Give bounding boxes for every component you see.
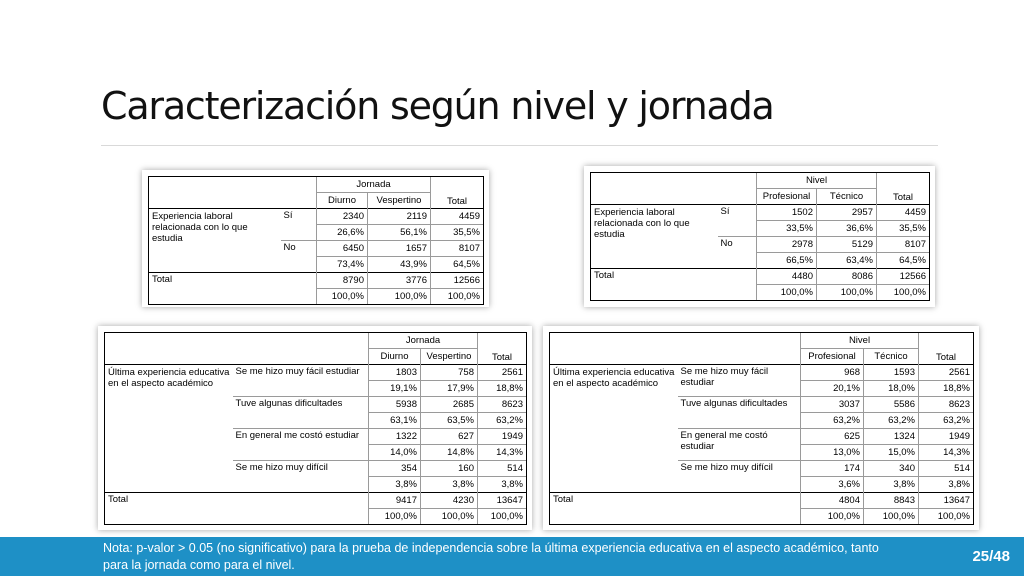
col-header: Profesional xyxy=(757,189,817,205)
cell: 14,3% xyxy=(919,445,974,461)
cell: 26,6% xyxy=(317,225,368,241)
row-variable-label: Última experiencia educativa en el aspecto académico xyxy=(550,365,678,493)
cell: 4459 xyxy=(431,209,484,225)
cell: 100,0% xyxy=(877,285,930,301)
table-academic-by-shift xyxy=(98,326,532,530)
cell: 100,0% xyxy=(421,509,478,525)
row-category: En general me costó estudiar xyxy=(678,429,801,461)
cell: 1324 xyxy=(864,429,919,445)
row-category: Tuve algunas dificultades xyxy=(233,397,369,429)
cell: 64,5% xyxy=(877,253,930,269)
cell: 100,0% xyxy=(864,509,919,525)
cell: 2340 xyxy=(317,209,368,225)
cell: 3,8% xyxy=(421,477,478,493)
cell: 66,5% xyxy=(757,253,817,269)
col-header: Diurno xyxy=(369,349,421,365)
cell: 174 xyxy=(801,461,864,477)
col-header-total: Total xyxy=(431,177,484,209)
cell: 340 xyxy=(864,461,919,477)
cell: 12566 xyxy=(431,273,484,289)
cell: 2561 xyxy=(919,365,974,381)
cell: 100,0% xyxy=(801,509,864,525)
cell: 63,1% xyxy=(369,413,421,429)
cell: 8623 xyxy=(478,397,527,413)
cell: 14,0% xyxy=(369,445,421,461)
cell: 2561 xyxy=(478,365,527,381)
col-header-total: Total xyxy=(919,333,974,365)
cell: 18,0% xyxy=(864,381,919,397)
cell: 14,8% xyxy=(421,445,478,461)
cell: 8107 xyxy=(431,241,484,257)
col-header: Profesional xyxy=(801,349,864,365)
cell: 4804 xyxy=(801,493,864,509)
cell: 5938 xyxy=(369,397,421,413)
cell: 35,5% xyxy=(431,225,484,241)
cell: 13647 xyxy=(919,493,974,509)
cell: 8086 xyxy=(817,269,877,285)
row-category: Sí xyxy=(718,205,757,237)
cell: 100,0% xyxy=(478,509,527,525)
col-header: Vespertino xyxy=(421,349,478,365)
cell: 1593 xyxy=(864,365,919,381)
cell: 4459 xyxy=(877,205,930,221)
cell: 1949 xyxy=(919,429,974,445)
cell: 8107 xyxy=(877,237,930,253)
cell: 3,8% xyxy=(864,477,919,493)
cell: 9417 xyxy=(369,493,421,509)
cell: 3776 xyxy=(368,273,431,289)
cell: 64,5% xyxy=(431,257,484,273)
cell: 1949 xyxy=(478,429,527,445)
col-group-header: Nivel xyxy=(757,173,877,189)
row-category: Se me hizo muy fácil estudiar xyxy=(233,365,369,397)
slide-title: Caracterización según nivel y jornada xyxy=(101,84,774,128)
footnote: Nota: p-valor > 0.05 (no significativo) para la prueba de independencia sobre la última experiencia educativa en el aspecto académico, tanto para la jornada como para el nivel. xyxy=(103,541,879,572)
cell: 2978 xyxy=(757,237,817,253)
col-header-total: Total xyxy=(478,333,527,365)
row-category: Se me hizo muy fácil estudiar xyxy=(678,365,801,397)
cell: 3037 xyxy=(801,397,864,413)
cell: 514 xyxy=(919,461,974,477)
col-header: Técnico xyxy=(817,189,877,205)
footer-bar xyxy=(0,537,1024,576)
cell: 2957 xyxy=(817,205,877,221)
row-total-label: Total xyxy=(149,273,317,305)
cell: 13,0% xyxy=(801,445,864,461)
cell: 4480 xyxy=(757,269,817,285)
cell: 3,8% xyxy=(369,477,421,493)
cell: 18,8% xyxy=(919,381,974,397)
cell: 36,6% xyxy=(817,221,877,237)
cell: 63,5% xyxy=(421,413,478,429)
row-variable-label: Experiencia laboral relacionada con lo que estudia xyxy=(149,209,281,273)
row-category: No xyxy=(281,241,317,273)
row-total-label: Total xyxy=(591,269,757,301)
table-work-by-shift xyxy=(142,170,489,307)
cell: 8790 xyxy=(317,273,368,289)
cell: 100,0% xyxy=(919,509,974,525)
cell: 625 xyxy=(801,429,864,445)
cell: 1322 xyxy=(369,429,421,445)
table-work-by-level xyxy=(584,166,935,307)
cell: 20,1% xyxy=(801,381,864,397)
row-total-label: Total xyxy=(550,493,801,525)
col-header: Técnico xyxy=(864,349,919,365)
cell: 354 xyxy=(369,461,421,477)
cell: 758 xyxy=(421,365,478,381)
cell: 14,3% xyxy=(478,445,527,461)
col-header-total: Total xyxy=(877,173,930,205)
cell: 160 xyxy=(421,461,478,477)
cell: 33,5% xyxy=(757,221,817,237)
cell: 17,9% xyxy=(421,381,478,397)
row-category: En general me costó estudiar xyxy=(233,429,369,461)
cell: 3,8% xyxy=(478,477,527,493)
cell: 43,9% xyxy=(368,257,431,273)
row-category: Se me hizo muy difícil xyxy=(678,461,801,493)
col-group-header: Nivel xyxy=(801,333,919,349)
cell: 100,0% xyxy=(368,289,431,305)
cell: 100,0% xyxy=(757,285,817,301)
cell: 12566 xyxy=(877,269,930,285)
cell: 4230 xyxy=(421,493,478,509)
cell: 2685 xyxy=(421,397,478,413)
row-category: Sí xyxy=(281,209,317,241)
cell: 1657 xyxy=(368,241,431,257)
col-group-header: Jornada xyxy=(317,177,431,193)
cell: 5129 xyxy=(817,237,877,253)
cell: 63,2% xyxy=(864,413,919,429)
row-category: Tuve algunas dificultades xyxy=(678,397,801,429)
cell: 514 xyxy=(478,461,527,477)
cell: 968 xyxy=(801,365,864,381)
title-divider xyxy=(101,145,938,146)
cell: 6450 xyxy=(317,241,368,257)
page-number: 25/48 xyxy=(972,548,1010,565)
cell: 3,8% xyxy=(919,477,974,493)
cell: 63,2% xyxy=(801,413,864,429)
table-academic-by-level xyxy=(543,326,979,530)
cell: 1502 xyxy=(757,205,817,221)
cell: 63,4% xyxy=(817,253,877,269)
cell: 15,0% xyxy=(864,445,919,461)
cell: 63,2% xyxy=(919,413,974,429)
cell: 3,6% xyxy=(801,477,864,493)
cell: 35,5% xyxy=(877,221,930,237)
cell: 73,4% xyxy=(317,257,368,273)
cell: 63,2% xyxy=(478,413,527,429)
cell: 100,0% xyxy=(317,289,368,305)
col-header: Vespertino xyxy=(368,193,431,209)
row-total-label: Total xyxy=(105,493,369,525)
cell: 100,0% xyxy=(817,285,877,301)
cell: 100,0% xyxy=(369,509,421,525)
cell: 1803 xyxy=(369,365,421,381)
row-variable-label: Última experiencia educativa en el aspecto académico xyxy=(105,365,233,493)
row-category: Se me hizo muy difícil xyxy=(233,461,369,493)
col-header: Diurno xyxy=(317,193,368,209)
cell: 2119 xyxy=(368,209,431,225)
row-category: No xyxy=(718,237,757,269)
cell: 8623 xyxy=(919,397,974,413)
cell: 5586 xyxy=(864,397,919,413)
cell: 56,1% xyxy=(368,225,431,241)
cell: 100,0% xyxy=(431,289,484,305)
cell: 627 xyxy=(421,429,478,445)
cell: 18,8% xyxy=(478,381,527,397)
cell: 19,1% xyxy=(369,381,421,397)
col-group-header: Jornada xyxy=(369,333,478,349)
cell: 13647 xyxy=(478,493,527,509)
cell: 8843 xyxy=(864,493,919,509)
row-variable-label: Experiencia laboral relacionada con lo que estudia xyxy=(591,205,718,269)
